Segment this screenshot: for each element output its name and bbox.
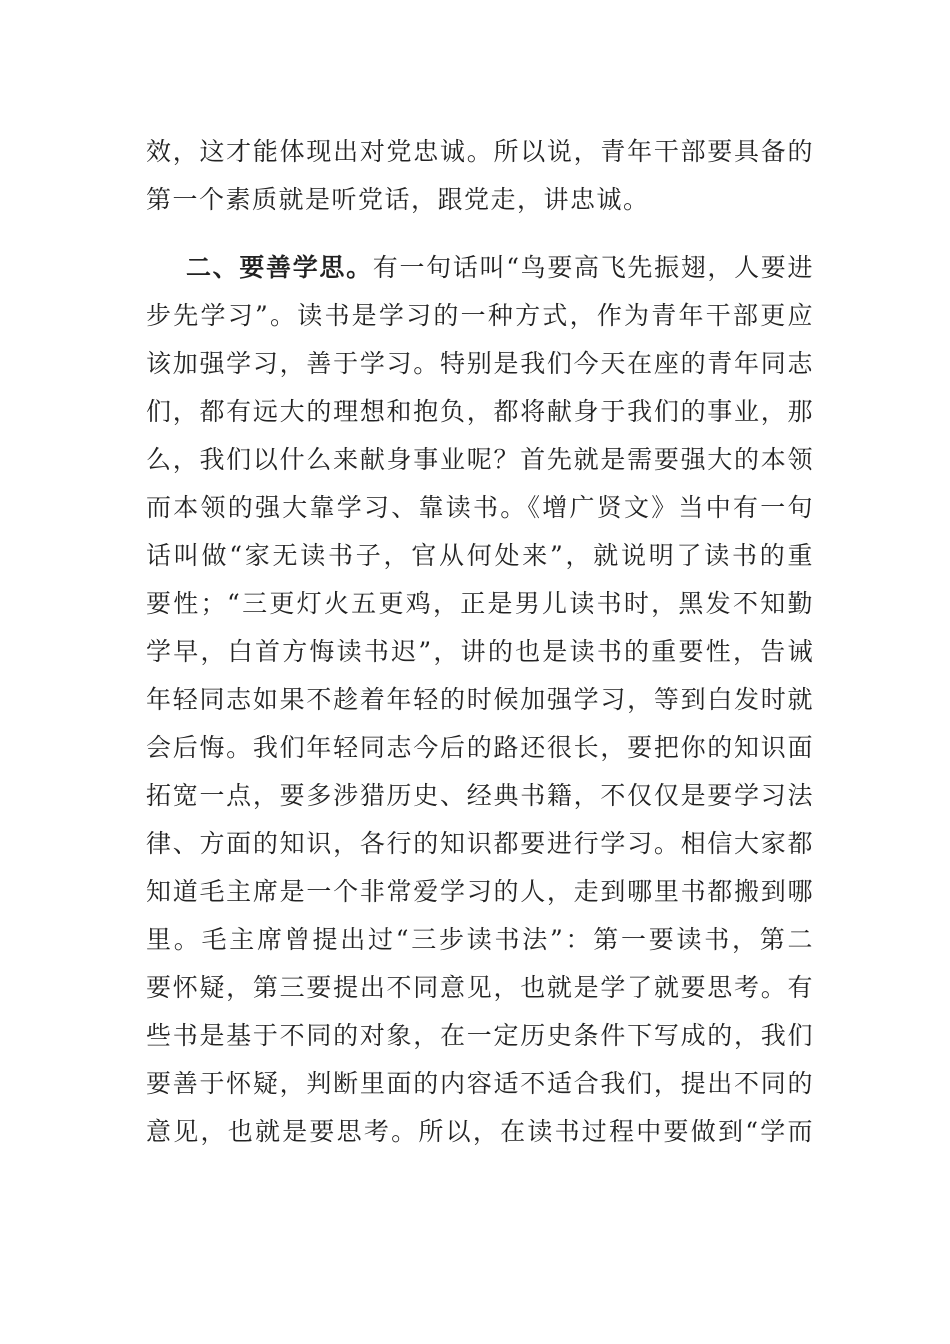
heading-following-text: 有一句话叫“鸟要高飞先振翅，人要进 <box>372 253 814 282</box>
paragraph-line: 们，都有远大的理想和抱负，都将献身于我们的事业，那 <box>146 397 814 426</box>
paragraph-line: 而本领的强大靠学习、靠读书。《增广贤文》当中有一句 <box>146 493 814 522</box>
paragraph-1 <box>146 128 814 224</box>
paragraph-line: 意见，也就是要思考。所以，在读书过程中要做到“学而 <box>146 1117 814 1146</box>
paragraph-line: 会后悔。我们年轻同志今后的路还很长，要把你的知识面 <box>146 733 814 762</box>
paragraph-line: 效，这才能体现出对党忠诚。所以说，青年干部要具备的 <box>146 137 814 166</box>
paragraph-line: 要性；“三更灯火五更鸡，正是男儿读书时，黑发不知勤 <box>146 589 814 618</box>
paragraph-line: 知道毛主席是一个非常爱学习的人，走到哪里书都搬到哪 <box>146 877 814 906</box>
paragraph-line: 第一个素质就是听党话，跟党走，讲忠诚。 <box>146 185 650 214</box>
paragraph-line: 律、方面的知识，各行的知识都要进行学习。相信大家都 <box>146 829 814 858</box>
paragraph-line: 年轻同志如果不趁着年轻的时候加强学习，等到白发时就 <box>146 685 814 714</box>
paragraph-line: 拓宽一点，要多涉猎历史、经典书籍，不仅仅是要学习法 <box>146 781 814 810</box>
paragraph-line: 步先学习”。读书是学习的一种方式，作为青年干部更应 <box>146 301 814 330</box>
paragraph-line: 学早，白首方悔读书迟”，讲的也是读书的重要性，告诫 <box>146 637 814 666</box>
paragraph-line: 要怀疑，第三要提出不同意见，也就是学了就要思考。有 <box>146 973 814 1002</box>
document-body <box>146 128 814 1156</box>
section-heading: 二、要善学思。 <box>186 253 373 282</box>
paragraph-2 <box>146 244 814 1156</box>
paragraph-line: 该加强学习，善于学习。特别是我们今天在座的青年同志 <box>146 349 814 378</box>
paragraph-line: 些书是基于不同的对象，在一定历史条件下写成的，我们 <box>146 1021 814 1050</box>
paragraph-line: 里。毛主席曾提出过“三步读书法”：第一要读书，第二 <box>146 925 814 954</box>
paragraph-line: 么，我们以什么来献身事业呢？首先就是需要强大的本领 <box>146 445 814 474</box>
paragraph-first-line <box>146 244 814 292</box>
paragraph-line: 要善于怀疑，判断里面的内容适不适合我们，提出不同的 <box>146 1069 814 1098</box>
paragraph-line: 话叫做“家无读书子，官从何处来”，就说明了读书的重 <box>146 541 814 570</box>
